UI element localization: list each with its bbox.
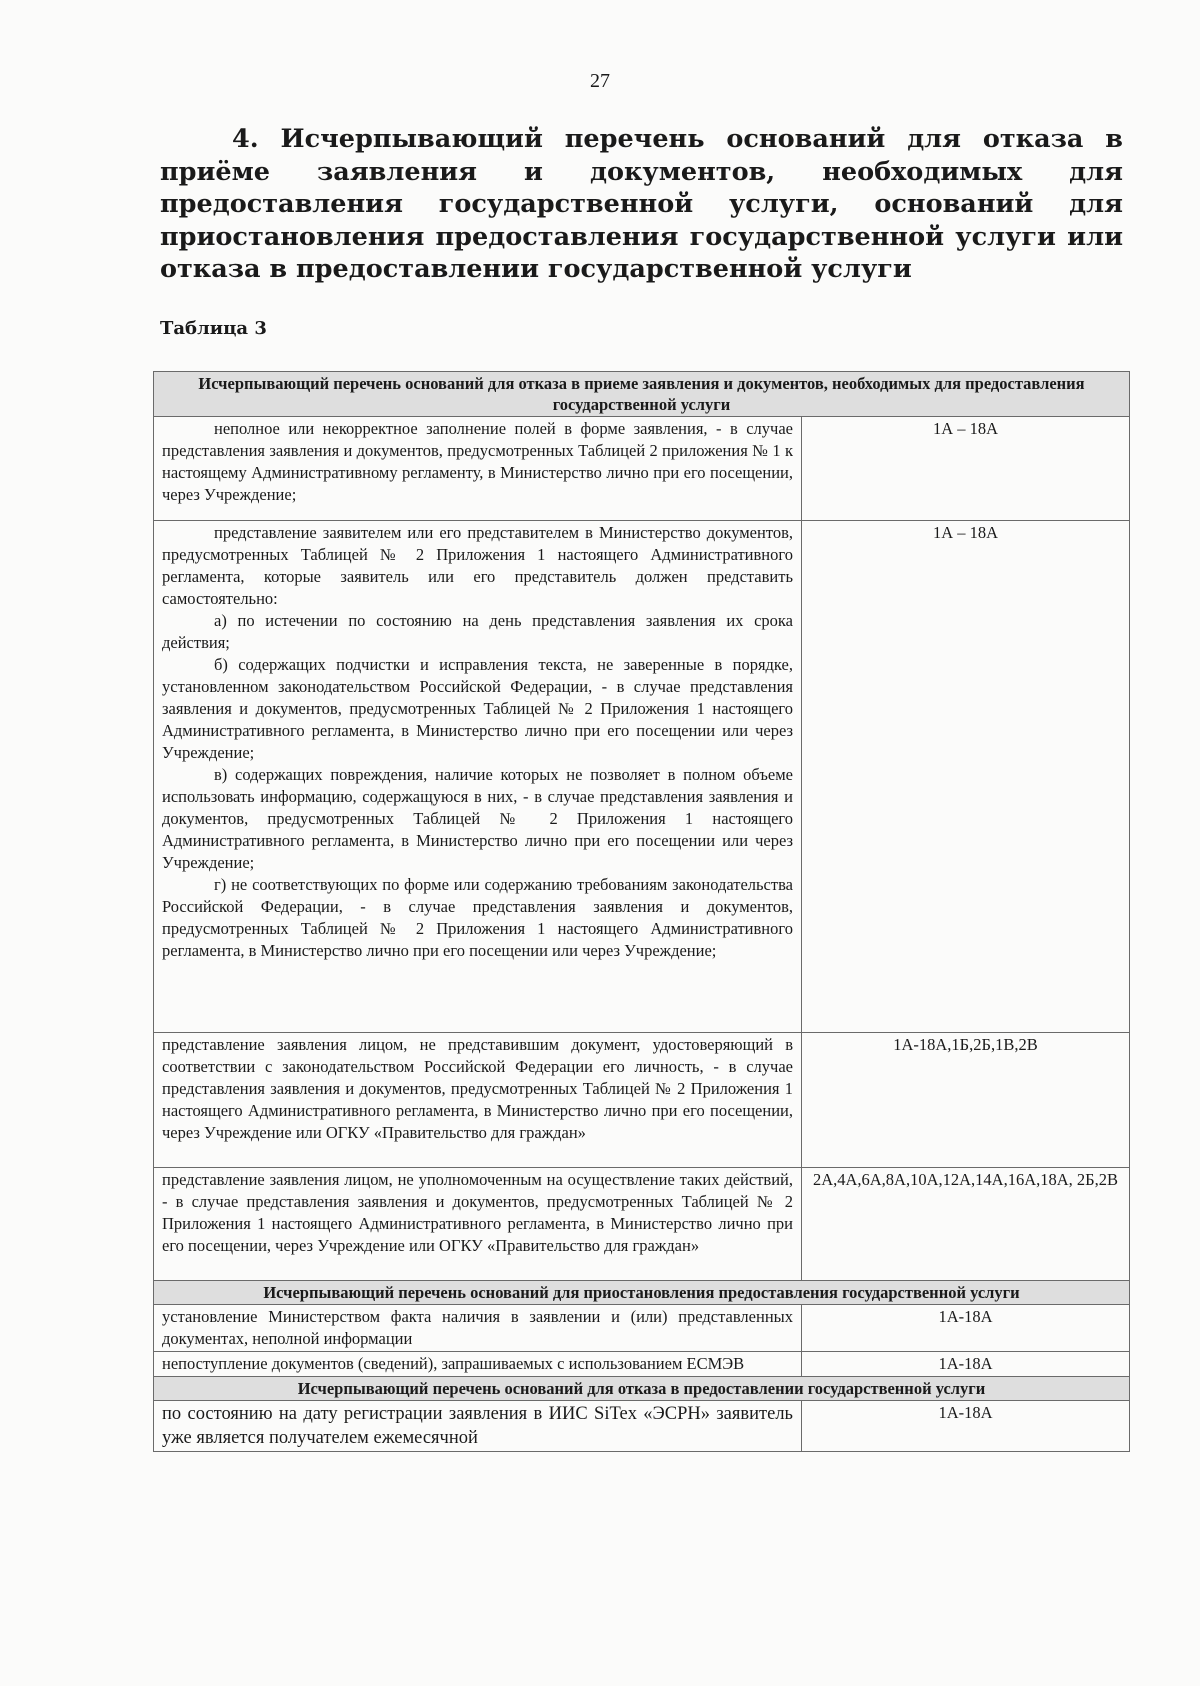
table-row: [154, 1352, 1130, 1377]
table-section-row: [154, 1281, 1130, 1305]
ground-paragraph: представление заявления лицом, не представившим документ, удостоверяющий в соответствии с законодательством Российской Федерации его личность, - в случае представления заявления и документов, предусмотренных Таблицей № 2 Приложения 1 настоящего Административного регламента, в Министерство лично при его посещении, через Учреждение или ОГКУ «Правительство для граждан»: [162, 1035, 793, 1142]
ground-paragraph: непоступление документов (сведений), запрашиваемых с использованием ЕСМЭВ: [162, 1354, 745, 1373]
table-section-row: [154, 1377, 1130, 1401]
section-header-suspension: Исчерпывающий перечень оснований для приостановления предоставления государственной услуги: [154, 1281, 1130, 1305]
applicant-category-codes: 1А-18А: [802, 1352, 1130, 1377]
page-number: 27: [590, 70, 610, 92]
table-row: [154, 417, 1130, 521]
ground-text: [154, 1033, 802, 1168]
ground-text: [154, 1168, 802, 1281]
ground-text: [154, 521, 802, 1033]
ground-text: [154, 1352, 802, 1377]
ground-text: [154, 1305, 802, 1352]
ground-paragraph: представление заявления лицом, не уполномоченным на осуществление таких действий, - в случае представления заявления и документов, предусмотренных Таблицей № 2 Приложения 1 настоящего Административного регламента, в Министерство лично при его посещении, через Учреждение или ОГКУ «Правительство для граждан»: [162, 1170, 793, 1255]
ground-subitem-a: а) по истечении по состоянию на день представления заявления их срока действия;: [162, 611, 793, 652]
table-row: [154, 1168, 1130, 1281]
table-row: [154, 521, 1130, 1033]
applicant-category-codes: 2А,4А,6А,8А,10А,12А,14А,16А,18А, 2Б,2В: [802, 1168, 1130, 1281]
table-section-row: [154, 372, 1130, 417]
ground-text: [154, 417, 802, 521]
section-heading: 4. Исчерпывающий перечень оснований для отказа в приёме заявления и документов, необходимых для предоставления государственной услуги, оснований для приостановления предоставления государственной услуги или отказа в предоставлении государственной услуги: [160, 124, 1123, 284]
applicant-category-codes: 1А-18А,1Б,2Б,1В,2В: [802, 1033, 1130, 1168]
ground-subitem-b: б) содержащих подчистки и исправления текста, не заверенные в порядке, установленном законодательством Российской Федерации, - в случае представления заявления и документов, предусмотренных Таблицей № 2 Приложения 1 настоящего Административного регламента, в Министерство лично при его посещении или через Учреждение;: [162, 655, 793, 762]
section-header-refusal-provision: Исчерпывающий перечень оснований для отказа в предоставлении государственной услуги: [154, 1377, 1130, 1401]
section-header-refusal-acceptance: Исчерпывающий перечень оснований для отказа в приеме заявления и документов, необходимых для предоставления государственной услуги: [154, 372, 1130, 417]
table-caption: Таблица 3: [160, 318, 267, 339]
applicant-category-codes: 1А – 18А: [802, 521, 1130, 1033]
ground-paragraph: неполное или некорректное заполнение полей в форме заявления, - в случае представления заявления и документов, предусмотренных Таблицей 2 приложения № 1 к настоящему Административному регламенту, в Министерство лично при его посещении, через Учреждение;: [162, 419, 793, 504]
applicant-category-codes: 1А – 18А: [802, 417, 1130, 521]
ground-text: [154, 1401, 802, 1452]
grounds-table: [153, 371, 1130, 1452]
ground-paragraph: установление Министерством факта наличия в заявлении и (или) представленных документах, неполной информации: [162, 1307, 793, 1348]
table-row: [154, 1305, 1130, 1352]
table-row: [154, 1033, 1130, 1168]
ground-subitem-c: в) содержащих повреждения, наличие которых не позволяет в полном объеме использовать информацию, содержащуюся в них, - в случае представления заявления и документов, предусмотренных Таблицей № 2 Приложения 1 настоящего Административного регламента, в Министерство лично при его посещении или через Учреждение;: [162, 765, 793, 872]
ground-subitem-d: г) не соответствующих по форме или содержанию требованиям законодательства Российской Федерации, - в случае представления заявления и документов, предусмотренных Таблицей № 2 Приложения 1 настоящего Административного регламента, в Министерство лично при его посещении или через Учреждение;: [162, 875, 793, 960]
ground-paragraph: по состоянию на дату регистрации заявления в ИИС SiTex «ЭСРН» заявитель уже является получателем ежемесячной: [162, 1404, 793, 1448]
applicant-category-codes: 1А-18А: [802, 1305, 1130, 1352]
applicant-category-codes: 1А-18А: [802, 1401, 1130, 1452]
table-row: [154, 1401, 1130, 1452]
ground-paragraph: представление заявителем или его представителем в Министерство документов, предусмотренных Таблицей № 2 Приложения 1 настоящего Административного регламента, которые заявитель или его представитель должен представить самостоятельно:: [162, 523, 793, 608]
